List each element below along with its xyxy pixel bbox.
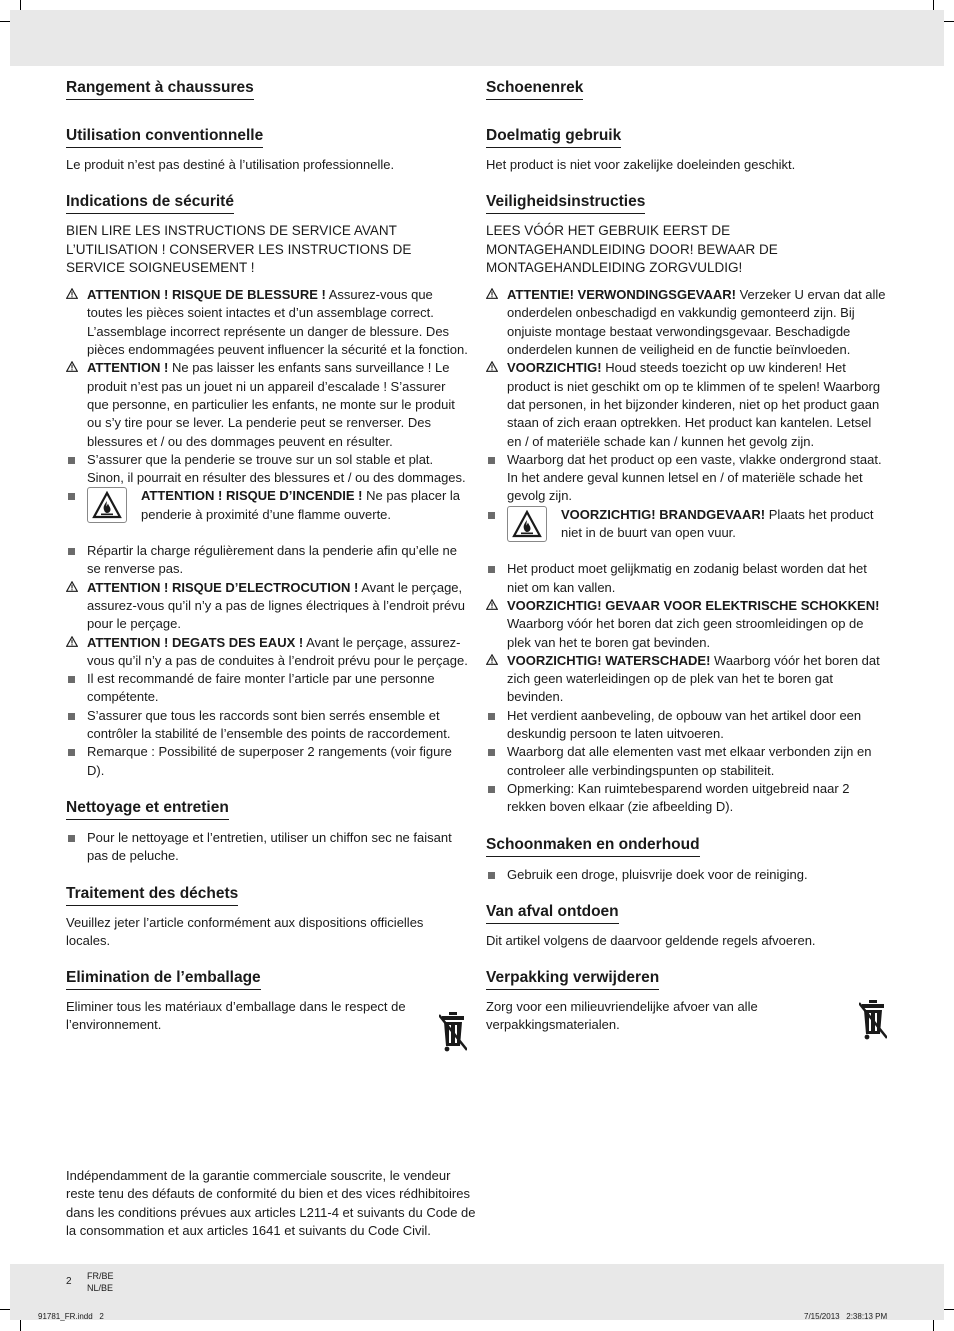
- fire-hazard-icon: [507, 506, 547, 542]
- list-item: [66, 286, 468, 359]
- list-item: Pour le nettoyage et l’entretien, utiliser un chiffon sec ne faisant pas de peluche.: [66, 829, 468, 866]
- item-text: Waarborg dat het product op een vaste, vlakke ondergrond staat. In het andere geval kunnen letsel en / of materiële schade het gevolg zijn.: [507, 451, 882, 504]
- item-text: Waarborg vóór het boren dat zich geen stroomleidingen op de plek van het te boren gat bevinden.: [507, 616, 864, 650]
- square-bullet-icon: [66, 670, 82, 688]
- safety-intro-nl: LEES VÓÓR HET GEBRUIK EERST DE MONTAGEHANDLEIDING DOOR! BEWAAR DE MONTAGEHANDLEIDING ZORGVULDIG!: [486, 223, 778, 275]
- safety-list-fr: [66, 286, 468, 780]
- language-code: FR/BE: [87, 1271, 114, 1281]
- heading-safety-nl: Veiligheidsinstructies: [486, 192, 645, 214]
- list-item: [486, 707, 888, 744]
- column-fr: [66, 78, 468, 1053]
- heading-disposal-nl: Van afval ontdoen: [486, 902, 619, 924]
- list-item: [486, 451, 888, 506]
- warranty-note-fr: Indépendamment de la garantie commerciale souscrite, le vendeur reste tenu des défauts de conformité du bien et des vices rédhibitoires dans les conditions prévues aux articles L211-4 et suivants du Code de la consommation et aux articles 1641 et suivants du Code Civil.: [66, 1168, 476, 1238]
- list-item: [486, 286, 888, 359]
- item-text: Avant le perçage, assurez-vous qu’il n’y a pas de conduites à l’endroit prévu pour le perçage.: [87, 634, 468, 668]
- list-item: [66, 634, 468, 671]
- packaging-text-fr: Eliminer tous les matériaux d’emballage dans le respect de l’environnement.: [66, 999, 406, 1033]
- warning-label: VOORZICHTIG!: [507, 360, 602, 376]
- list-item: [66, 487, 468, 524]
- item-text: Remarque : Possibilité de superposer 2 rangements (voir figure D).: [87, 744, 452, 778]
- item-text: Waarborg dat alle elementen vast met elkaar verbonden zijn en controleer alle verbindingspunten op stabiliteit.: [507, 744, 872, 778]
- square-bullet-icon: [66, 451, 82, 469]
- heading-cleaning-fr: Nettoyage et entretien: [66, 798, 229, 820]
- square-bullet-icon: [486, 780, 502, 798]
- square-bullet-icon: [486, 707, 502, 725]
- safety-intro-fr: BIEN LIRE LES INSTRUCTIONS DE SERVICE AVANT L’UTILISATION ! CONSERVER LES INSTRUCTIONS DE SERVICE SOIGNEUSEMENT !: [66, 223, 412, 275]
- item-text: Avant le perçage, assurez-vous qu’il n’y a pas de lignes électriques à l’endroit prévu pour le perçage.: [87, 579, 465, 632]
- warning-triangle-icon: [66, 634, 82, 652]
- list-item: [66, 707, 468, 744]
- heading-packaging-fr: Elimination de l’emballage: [66, 968, 261, 990]
- warning-label: ATTENTION ! DEGATS DES EAUX !: [87, 634, 304, 650]
- square-bullet-icon: [66, 487, 82, 505]
- fire-hazard-icon: [87, 487, 127, 523]
- item-text: Ne pas laisser les enfants sans surveillance ! Le produit n’est pas un jouet ni un appareil d’escalade ! S’assurer que personne, en particulier les enfants, ne monte sur le produit ou s’y tire pour se lever. La penderie peut se renverser. Des blessures et / ou des dommages peuvent en résulter.: [87, 360, 455, 449]
- list-item: [66, 579, 468, 634]
- square-bullet-icon: [66, 743, 82, 761]
- list-item: [486, 597, 888, 652]
- heading-intended-use-nl: Doelmatig gebruik: [486, 126, 621, 148]
- warning-triangle-icon: [486, 359, 502, 377]
- square-bullet-icon: [486, 506, 502, 524]
- crossed-out-bin-icon: [859, 1000, 887, 1040]
- column-nl: [486, 78, 888, 1053]
- warning-label: ATTENTION ! RISQUE D’ELECTROCUTION !: [87, 579, 359, 595]
- warning-label: ATTENTION !: [87, 360, 169, 376]
- list-item: [486, 506, 888, 543]
- square-bullet-icon: [486, 866, 502, 884]
- item-text: Het verdient aanbeveling, de opbouw van het artikel door een deskundig persoon te laten uitvoeren.: [507, 707, 862, 742]
- title-nl: Schoenenrek: [486, 78, 583, 100]
- warning-label: VOORZICHTIG! GEVAAR VOOR ELEKTRISCHE SCHOKKEN!: [507, 597, 880, 613]
- list-item: [66, 542, 468, 579]
- heading-packaging-nl: Verpakking verwijderen: [486, 968, 659, 990]
- warning-triangle-icon: [486, 597, 502, 615]
- item-text: Opmerking: Kan ruimtebesparend worden uitgebreid naar 2 rekken boven elkaar (zie afbeelding D).: [507, 780, 850, 815]
- item-text: Verzeker U ervan dat alle onderdelen onbeschadigd en vakkundig gemonteerd zijn. Bij onjuiste montage bestaat verwondingsgevaar. Beschadigde onderdelen kunnen de veiligheid en de functie beïnvloeden.: [507, 287, 886, 358]
- square-bullet-icon: [66, 542, 82, 560]
- heading-intended-use-fr: Utilisation conventionnelle: [66, 126, 263, 148]
- warning-triangle-icon: [66, 579, 82, 597]
- item-text: Plaats het product niet in de buurt van open vuur.: [561, 506, 874, 541]
- item-text: Il est recommandé de faire monter l’article par une personne compétente.: [87, 671, 435, 705]
- warning-label: ATTENTION ! RISQUE DE BLESSURE !: [87, 287, 326, 303]
- title-fr: Rangement à chaussures: [66, 78, 254, 100]
- heading-cleaning-nl: Schoonmaken en onderhoud: [486, 835, 700, 857]
- intended-use-text-fr: Le produit n’est pas destiné à l’utilisation professionnelle.: [66, 157, 395, 172]
- intended-use-text-nl: Het product is niet voor zakelijke doeleinden geschikt.: [486, 157, 796, 172]
- item-text: S’assurer que tous les raccords sont bien serrés ensemble et contrôler la stabilité de l’ensemble des points de raccordement.: [87, 707, 451, 742]
- warning-label: VOORZICHTIG! BRANDGEVAAR!: [561, 506, 766, 522]
- list-item: Gebruik een droge, pluisvrije doek voor de reiniging.: [486, 866, 888, 884]
- disposal-text-nl: Dit artikel volgens de daarvoor geldende regels afvoeren.: [486, 932, 816, 948]
- warning-label: VOORZICHTIG! WATERSCHADE!: [507, 652, 711, 668]
- item-text: Répartir la charge régulièrement dans la penderie afin qu’elle ne se renverse pas.: [87, 543, 458, 577]
- fire-warning: [87, 487, 468, 524]
- item-text: Houd steeds toezicht op uw kinderen! Het product is niet geschikt om op te klimmen of te spelen! Waarborg dat personen, in het bijzonder kinderen, niet op het product gaan staan of zich eraan optrekken. Het product kan kantelen. Letsel en / of materiële schade kan / kunnen het gevolg zijn.: [507, 360, 881, 449]
- item-text: Assurez-vous que toutes les pièces soient intactes et d’un assemblage correct. L’assemblage incorrect représente un danger de blessure. Des pièces endommagées peuvent influencer la sécurité et la fonction.: [87, 287, 468, 358]
- disposal-text-fr: Veuillez jeter l’article conformément aux dispositions officielles locales.: [66, 914, 424, 948]
- print-slug-date: 7/15/2013 2:38:13 PM: [804, 1312, 888, 1321]
- list-item: [486, 359, 888, 450]
- warning-label: ATTENTIE! VERWONDINGSGEVAAR!: [507, 287, 736, 303]
- heading-disposal-fr: Traitement des déchets: [66, 884, 238, 906]
- page-number: 2: [66, 1276, 72, 1287]
- square-bullet-icon: [486, 743, 502, 761]
- language-codes: [87, 1270, 114, 1294]
- safety-list-nl: [486, 286, 888, 816]
- list-item: [486, 743, 888, 780]
- item-text: Het product moet gelijkmatig en zodanig belast worden dat het niet om kan vallen.: [507, 561, 867, 595]
- crossed-out-bin-icon: [439, 1012, 467, 1052]
- list-item: [66, 743, 468, 780]
- warning-label: ATTENTION ! RISQUE D’INCENDIE !: [141, 488, 363, 504]
- square-bullet-icon: [486, 451, 502, 469]
- warning-triangle-icon: [486, 286, 502, 304]
- list-item: [486, 780, 888, 817]
- list-item: [486, 652, 888, 707]
- heading-safety-fr: Indications de sécurité: [66, 192, 234, 214]
- list-item: [66, 359, 468, 450]
- square-bullet-icon: [486, 560, 502, 578]
- language-code: NL/BE: [87, 1283, 114, 1293]
- fire-warning: [507, 506, 888, 543]
- fire-warning-text: [561, 506, 888, 543]
- warning-triangle-icon: [66, 359, 82, 377]
- square-bullet-icon: [66, 829, 82, 847]
- fire-warning-text: [141, 487, 468, 524]
- list-item: [66, 670, 468, 707]
- warning-triangle-icon: [66, 286, 82, 304]
- list-item: [486, 560, 888, 597]
- item-text: S’assurer que la penderie se trouve sur un sol stable et plat. Sinon, il pourrait en résulter des blessures et / ou des dommages.: [87, 451, 466, 486]
- header-band: [10, 10, 944, 66]
- print-slug-file: 91781_FR.indd 2: [38, 1312, 104, 1321]
- list-item: [66, 451, 468, 488]
- packaging-text-nl: Zorg voor een milieuvriendelijke afvoer van alle verpakkingsmaterialen.: [486, 999, 758, 1033]
- warning-triangle-icon: [486, 652, 502, 670]
- square-bullet-icon: [66, 707, 82, 725]
- item-text: Ne pas placer la penderie à proximité d’une flamme ouverte.: [141, 488, 461, 522]
- item-text: Waarborg vóór het boren dat zich geen waterleidingen op de plek van het te boren gat bevinden.: [507, 652, 880, 705]
